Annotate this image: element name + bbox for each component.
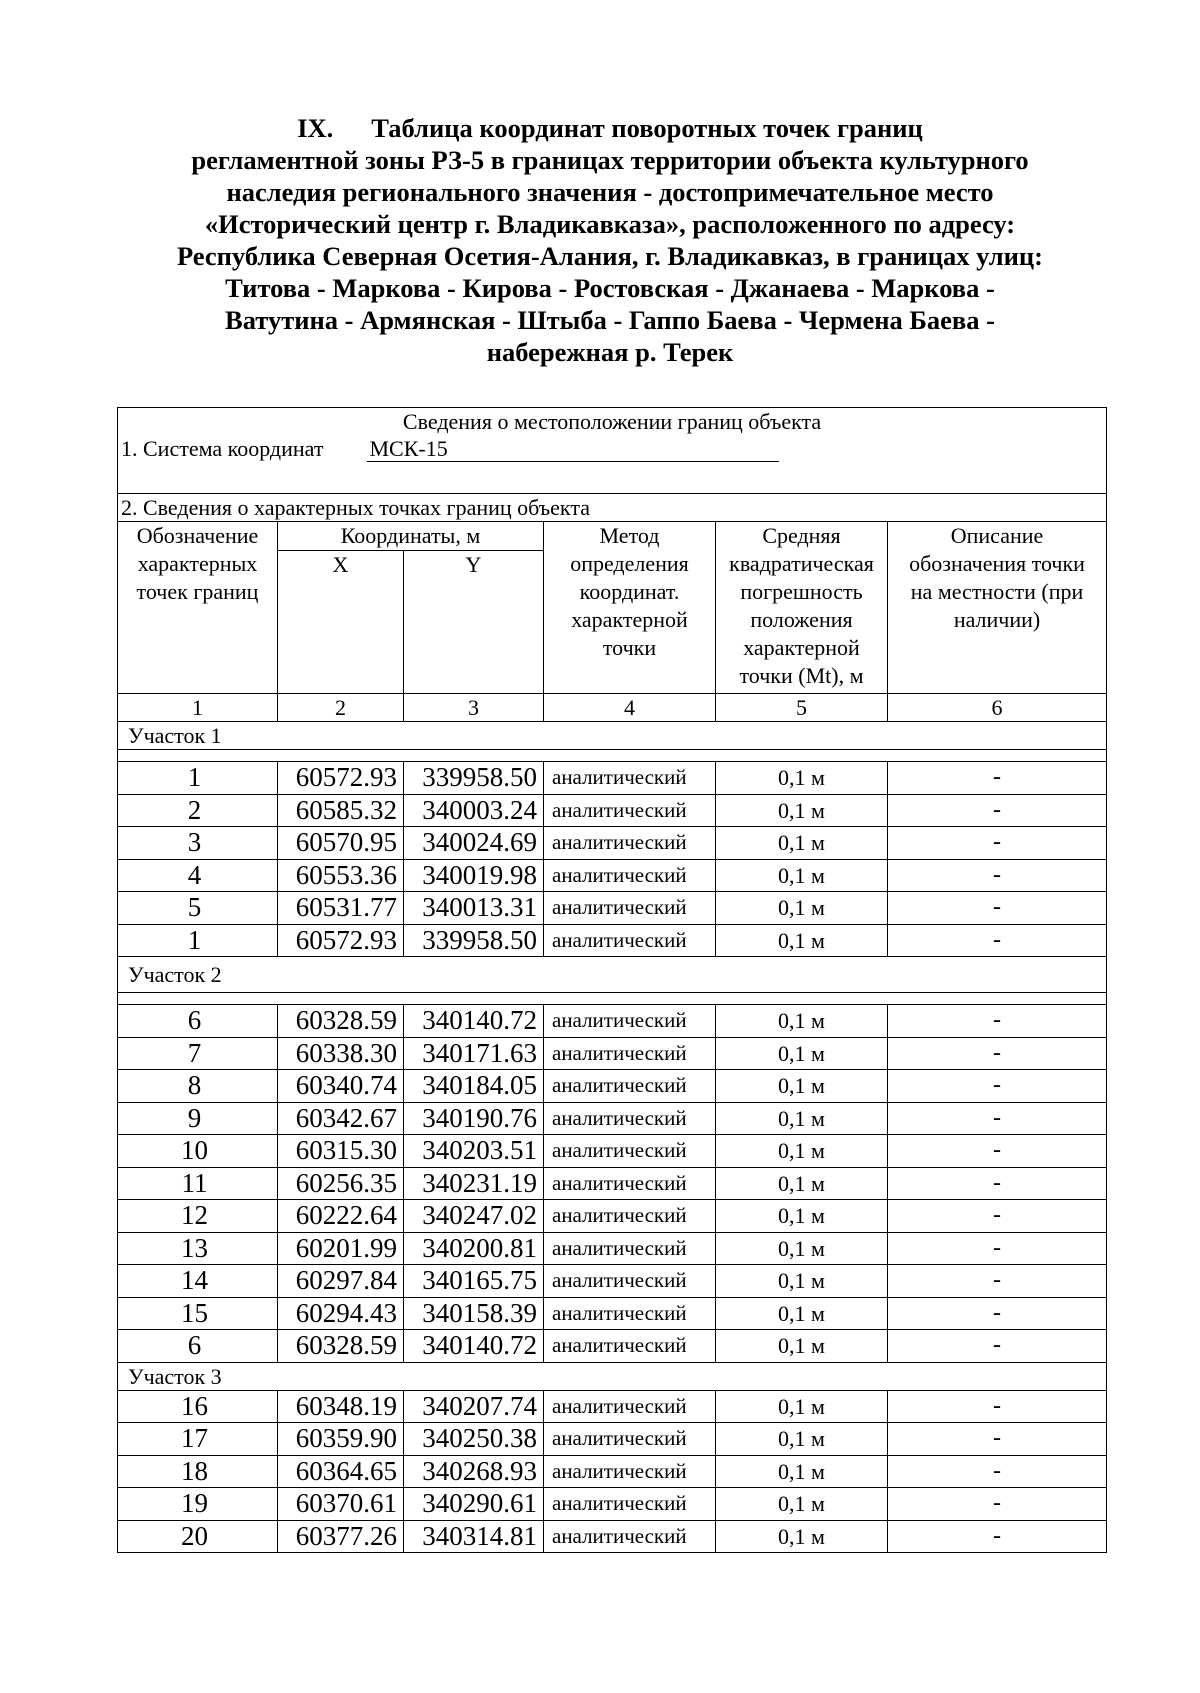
description-cell: -	[888, 1102, 1107, 1135]
point-id: 1	[118, 762, 278, 795]
method-cell: аналитический	[544, 1330, 716, 1363]
accuracy-cell: 0,1 м	[716, 1005, 888, 1038]
description-cell: -	[888, 1037, 1107, 1070]
column-number: 2	[278, 694, 404, 722]
x-coordinate: 60201.99	[278, 1232, 404, 1265]
point-id: 3	[118, 827, 278, 860]
description-cell: -	[888, 1232, 1107, 1265]
y-coordinate: 340140.72	[404, 1005, 544, 1038]
description-cell: -	[888, 1005, 1107, 1038]
table-row	[118, 1423, 1107, 1456]
table-row	[118, 1135, 1107, 1168]
accuracy-cell: 0,1 м	[716, 1455, 888, 1488]
method-cell: аналитический	[544, 1488, 716, 1521]
point-id: 7	[118, 1037, 278, 1070]
x-coordinate: 60294.43	[278, 1297, 404, 1330]
accuracy-cell: 0,1 м	[716, 1070, 888, 1103]
method-cell: аналитический	[544, 827, 716, 860]
description-cell: -	[888, 1390, 1107, 1423]
title-line-7: Ватутина - Армянская - Штыба - Гаппо Баева - Чермена Баева -	[225, 305, 995, 335]
accuracy-cell: 0,1 м	[716, 1390, 888, 1423]
x-coordinate: 60572.93	[278, 762, 404, 795]
column-number-row	[118, 694, 1107, 722]
y-coordinate: 340019.98	[404, 859, 544, 892]
section-label: Участок 2	[118, 957, 1107, 993]
header-description: Описание обозначения точки на местности (при наличии)	[888, 522, 1107, 694]
y-coordinate: 340207.74	[404, 1390, 544, 1423]
method-cell: аналитический	[544, 1167, 716, 1200]
x-coordinate: 60570.95	[278, 827, 404, 860]
table-row	[118, 1005, 1107, 1038]
title-line-2: регламентной зоны РЗ-5 в границах территории объекта культурного	[191, 145, 1029, 175]
method-cell: аналитический	[544, 1102, 716, 1135]
coordinate-system-label: 1. Система координат	[121, 436, 324, 461]
description-cell: -	[888, 1167, 1107, 1200]
x-coordinate: 60359.90	[278, 1423, 404, 1456]
y-coordinate: 340250.38	[404, 1423, 544, 1456]
accuracy-cell: 0,1 м	[716, 1330, 888, 1363]
header-coordinates: Координаты, м	[278, 522, 544, 551]
point-id: 4	[118, 859, 278, 892]
column-number: 5	[716, 694, 888, 722]
point-id: 10	[118, 1135, 278, 1168]
point-id: 6	[118, 1330, 278, 1363]
point-id: 9	[118, 1102, 278, 1135]
point-id: 16	[118, 1390, 278, 1423]
y-coordinate: 340314.81	[404, 1520, 544, 1553]
table-row	[118, 1102, 1107, 1135]
description-cell: -	[888, 1455, 1107, 1488]
description-cell: -	[888, 1070, 1107, 1103]
x-coordinate: 60328.59	[278, 1005, 404, 1038]
description-cell: -	[888, 762, 1107, 795]
accuracy-cell: 0,1 м	[716, 1488, 888, 1521]
method-cell: аналитический	[544, 1455, 716, 1488]
description-cell: -	[888, 892, 1107, 925]
method-cell: аналитический	[544, 1423, 716, 1456]
x-coordinate: 60328.59	[278, 1330, 404, 1363]
column-number: 4	[544, 694, 716, 722]
method-cell: аналитический	[544, 1232, 716, 1265]
title-line-8: набережная р. Терек	[486, 337, 734, 367]
method-cell: аналитический	[544, 1200, 716, 1233]
coordinate-system-row	[118, 435, 1107, 494]
point-id: 18	[118, 1455, 278, 1488]
point-id: 6	[118, 1005, 278, 1038]
y-coordinate: 340158.39	[404, 1297, 544, 1330]
title-line-6: Титова - Маркова - Кирова - Ростовская - Джанаева - Маркова -	[225, 273, 995, 303]
y-coordinate: 340013.31	[404, 892, 544, 925]
y-coordinate: 340024.69	[404, 827, 544, 860]
description-cell: -	[888, 859, 1107, 892]
point-id: 19	[118, 1488, 278, 1521]
point-id: 14	[118, 1265, 278, 1298]
section-row	[118, 1362, 1107, 1390]
description-cell: -	[888, 924, 1107, 957]
y-coordinate: 340268.93	[404, 1455, 544, 1488]
table-row	[118, 1200, 1107, 1233]
accuracy-cell: 0,1 м	[716, 794, 888, 827]
description-cell: -	[888, 1135, 1107, 1168]
y-coordinate: 340003.24	[404, 794, 544, 827]
x-coordinate: 60256.35	[278, 1167, 404, 1200]
method-cell: аналитический	[544, 1037, 716, 1070]
method-cell: аналитический	[544, 1520, 716, 1553]
point-id: 15	[118, 1297, 278, 1330]
row-spacer-cell	[118, 993, 1107, 1005]
method-cell: аналитический	[544, 1135, 716, 1168]
description-cell: -	[888, 1330, 1107, 1363]
x-coordinate: 60572.93	[278, 924, 404, 957]
x-coordinate: 60338.30	[278, 1037, 404, 1070]
description-cell: -	[888, 1297, 1107, 1330]
accuracy-cell: 0,1 м	[716, 1135, 888, 1168]
table-row	[118, 1167, 1107, 1200]
section-row	[118, 957, 1107, 993]
accuracy-cell: 0,1 м	[716, 762, 888, 795]
accuracy-cell: 0,1 м	[716, 1265, 888, 1298]
x-coordinate: 60222.64	[278, 1200, 404, 1233]
method-cell: аналитический	[544, 1070, 716, 1103]
header-method: Метод определения координат. характерной точки	[544, 522, 716, 694]
x-coordinate: 60553.36	[278, 859, 404, 892]
y-coordinate: 339958.50	[404, 924, 544, 957]
y-coordinate: 340140.72	[404, 1330, 544, 1363]
point-id: 20	[118, 1520, 278, 1553]
point-id: 17	[118, 1423, 278, 1456]
title-line-1: IX. Таблица координат поворотных точек границ	[297, 113, 923, 143]
description-cell: -	[888, 1520, 1107, 1553]
table-row	[118, 1330, 1107, 1363]
table-row	[118, 1455, 1107, 1488]
method-cell: аналитический	[544, 1390, 716, 1423]
table-row	[118, 794, 1107, 827]
accuracy-cell: 0,1 м	[716, 1102, 888, 1135]
table-row	[118, 1520, 1107, 1553]
accuracy-cell: 0,1 м	[716, 892, 888, 925]
table-row	[118, 1297, 1107, 1330]
title-line-5: Республика Северная Осетия-Алания, г. Владикавказ, в границах улиц:	[176, 241, 1044, 271]
x-coordinate: 60370.61	[278, 1488, 404, 1521]
method-cell: аналитический	[544, 1297, 716, 1330]
point-id: 11	[118, 1167, 278, 1200]
y-coordinate: 340231.19	[404, 1167, 544, 1200]
accuracy-cell: 0,1 м	[716, 1297, 888, 1330]
method-cell: аналитический	[544, 859, 716, 892]
y-coordinate: 340247.02	[404, 1200, 544, 1233]
x-coordinate: 60364.65	[278, 1455, 404, 1488]
title-line-3: наследия регионального значения - достопримечательное место	[226, 177, 994, 207]
method-cell: аналитический	[544, 892, 716, 925]
y-coordinate: 340203.51	[404, 1135, 544, 1168]
table-row	[118, 1390, 1107, 1423]
x-coordinate: 60531.77	[278, 892, 404, 925]
description-cell: -	[888, 794, 1107, 827]
x-coordinate: 60340.74	[278, 1070, 404, 1103]
description-cell: -	[888, 1488, 1107, 1521]
y-coordinate: 339958.50	[404, 762, 544, 795]
y-coordinate: 340290.61	[404, 1488, 544, 1521]
table-row	[118, 1488, 1107, 1521]
table-row	[118, 1265, 1107, 1298]
column-number: 6	[888, 694, 1107, 722]
table-row	[118, 1070, 1107, 1103]
point-id: 8	[118, 1070, 278, 1103]
y-coordinate: 340190.76	[404, 1102, 544, 1135]
accuracy-cell: 0,1 м	[716, 1037, 888, 1070]
column-number: 1	[118, 694, 278, 722]
accuracy-cell: 0,1 м	[716, 859, 888, 892]
method-cell: аналитический	[544, 924, 716, 957]
row-spacer	[118, 750, 1107, 762]
x-coordinate: 60315.30	[278, 1135, 404, 1168]
description-cell: -	[888, 1265, 1107, 1298]
table-row	[118, 1232, 1107, 1265]
point-id: 5	[118, 892, 278, 925]
table-row	[118, 827, 1107, 860]
x-coordinate: 60585.32	[278, 794, 404, 827]
header-x: X	[278, 551, 404, 694]
header-designation: Обозначение характерных точек границ	[118, 522, 278, 694]
section-label: Участок 1	[118, 722, 1107, 750]
accuracy-cell: 0,1 м	[716, 1423, 888, 1456]
column-number: 3	[404, 694, 544, 722]
method-cell: аналитический	[544, 1005, 716, 1038]
accuracy-cell: 0,1 м	[716, 1232, 888, 1265]
table-row	[118, 924, 1107, 957]
table-row	[118, 1037, 1107, 1070]
description-cell: -	[888, 1423, 1107, 1456]
point-id: 13	[118, 1232, 278, 1265]
x-coordinate: 60377.26	[278, 1520, 404, 1553]
table-row	[118, 892, 1107, 925]
section-label: Участок 3	[118, 1362, 1107, 1390]
method-cell: аналитический	[544, 762, 716, 795]
row-spacer	[118, 993, 1107, 1005]
location-info-heading: Сведения о местоположении границ объекта	[118, 408, 1107, 436]
table-row	[118, 859, 1107, 892]
method-cell: аналитический	[544, 1265, 716, 1298]
accuracy-cell: 0,1 м	[716, 1167, 888, 1200]
accuracy-cell: 0,1 м	[716, 1200, 888, 1233]
document-title	[120, 112, 1100, 368]
y-coordinate: 340200.81	[404, 1232, 544, 1265]
point-id: 2	[118, 794, 278, 827]
point-id: 12	[118, 1200, 278, 1233]
x-coordinate: 60297.84	[278, 1265, 404, 1298]
title-line-4: «Исторический центр г. Владикавказа», расположенного по адресу:	[204, 209, 1016, 239]
table-row	[118, 762, 1107, 795]
coordinate-system-value: МСК-15	[367, 436, 779, 462]
coordinates-table	[117, 407, 1107, 1553]
points-heading: 2. Сведения о характерных точках границ объекта	[118, 494, 1107, 522]
method-cell: аналитический	[544, 794, 716, 827]
y-coordinate: 340165.75	[404, 1265, 544, 1298]
header-accuracy: Средняя квадратическая погрешность положения характерной точки (Mt), м	[716, 522, 888, 694]
description-cell: -	[888, 827, 1107, 860]
header-y: Y	[404, 551, 544, 694]
point-id: 1	[118, 924, 278, 957]
section-roman-numeral: IX.	[297, 113, 334, 143]
x-coordinate: 60342.67	[278, 1102, 404, 1135]
y-coordinate: 340171.63	[404, 1037, 544, 1070]
x-coordinate: 60348.19	[278, 1390, 404, 1423]
row-spacer-cell	[118, 750, 1107, 762]
section-row	[118, 722, 1107, 750]
description-cell: -	[888, 1200, 1107, 1233]
accuracy-cell: 0,1 м	[716, 924, 888, 957]
y-coordinate: 340184.05	[404, 1070, 544, 1103]
accuracy-cell: 0,1 м	[716, 1520, 888, 1553]
accuracy-cell: 0,1 м	[716, 827, 888, 860]
